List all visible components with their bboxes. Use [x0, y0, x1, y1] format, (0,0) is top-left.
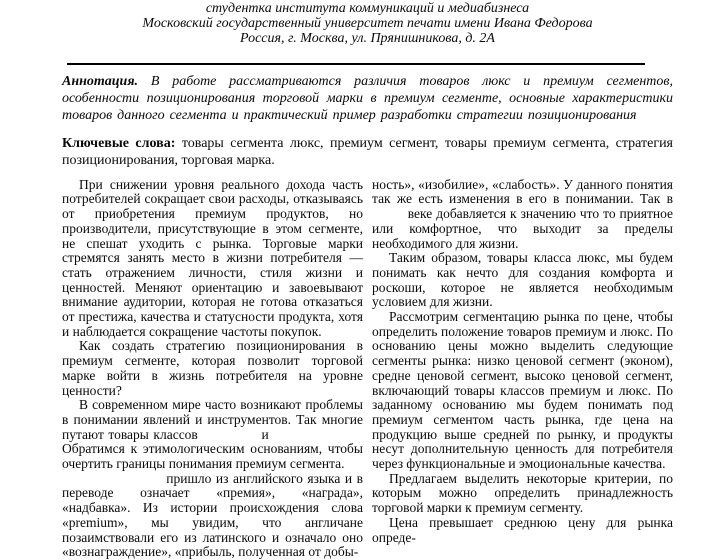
keywords-label: Ключевые слова:: [62, 135, 176, 151]
keywords-text: товары сегмента люкс, премиум сегмент, товары премиум сегмента, стратегия позиционирования, торговая марка.: [62, 135, 673, 168]
author-university: Московский государственный университет печати имени Ивана Федорова: [142, 15, 593, 31]
body-paragraph: Цена превышает среднюю цену для рынка опреде-: [372, 514, 673, 545]
body-paragraph: ность», «изобилие», «слабость». У данного понятия так же есть изменения в его в понимании. Так в веке добавляется к значению что то приятное или комфортное, что выходит за пределы необходимого для жизни.: [372, 176, 673, 251]
body-paragraph: При снижении уровня реального дохода часть потребителей сокращает свои расходы, отказываясь от приобретения премиум продуктов, но производители, присутствующие в этом сегменте, не спешат уходить с рынка. Торговые марки стремятся занять место в жизни потребителя — стать отражением личности, стиля жизни и ценностей. Меняют ориентацию и завоевывают внимание аудитории, которая не готова отказаться от престижа, качества и статусности продукта, хотя и наблюдается сокращение частоты покупок.: [62, 176, 363, 339]
body-paragraph: Предлагаем выделить некоторые критерии, по которым можно определить принадлежность торговой марки к премиум сегменту.: [372, 470, 673, 516]
body-paragraph: пришло из английского языка и в переводе означает «премия», «награда», «надбавка». Из истории происхождения слова «premium», мы увидим, что англичане позаимствовали его из латинского и означало оно «вознаграждение», «прибыль, полученная от добы-: [62, 470, 363, 560]
author-affiliation: студентка института коммуникаций и медиабизнеса: [205, 1, 530, 16]
author-block: [62, 2, 673, 47]
body-paragraph: В современном мире часто возникают проблемы в понимании явлений и инструментов. Так многие путают товары классов и Обратимся к этимологическим основаниям, чтобы очертить границы понимания премиум сегмента.: [62, 397, 363, 472]
right-column: [372, 178, 673, 560]
left-column: [62, 178, 363, 560]
abstract-text: В работе рассматриваются различия товаров люкс и премиум сегментов, особенности позиционирования торговой марки в премиум сегменте, основные характеристики товаров данного сегмента и практический пример разработки стратегии позиционирования: [62, 73, 673, 123]
body-columns: [62, 178, 673, 560]
separator-rule: [67, 63, 645, 65]
body-paragraph: Таким образом, товары класса люкс, мы будем понимать как нечто для создания комфорта и роскоши, которое не является необходимым условием для жизни.: [372, 250, 673, 310]
abstract-paragraph: [62, 73, 673, 124]
body-paragraph: Как создать стратегию позиционирования в премиум сегменте, которая позволит торговой марке войти в жизнь потребителя на уровне ценности?: [62, 338, 363, 398]
author-address: Россия, г. Москва, ул. Прянишникова, д. 2А: [240, 30, 495, 46]
body-paragraph: Рассмотрим сегментацию рынка по цене, чтобы определить положение товаров премиум и люкс. По основанию цены можно выделить следующие сегменты рынка: низко ценовой сегмент (эконом), средне ценовой сегмент, высоко ценовой сегмент, включающий товары классов премиум и люкс. По заданному основанию мы будем понимать под премиум сегментом часть рынка, где цена на продукцию выше средней по рынку, и продукты несут дополнительную ценность для потребителя через функциональные и эмоциональные качества.: [372, 309, 673, 472]
abstract-label: Аннотация.: [62, 73, 139, 89]
keywords-paragraph: [62, 135, 673, 169]
